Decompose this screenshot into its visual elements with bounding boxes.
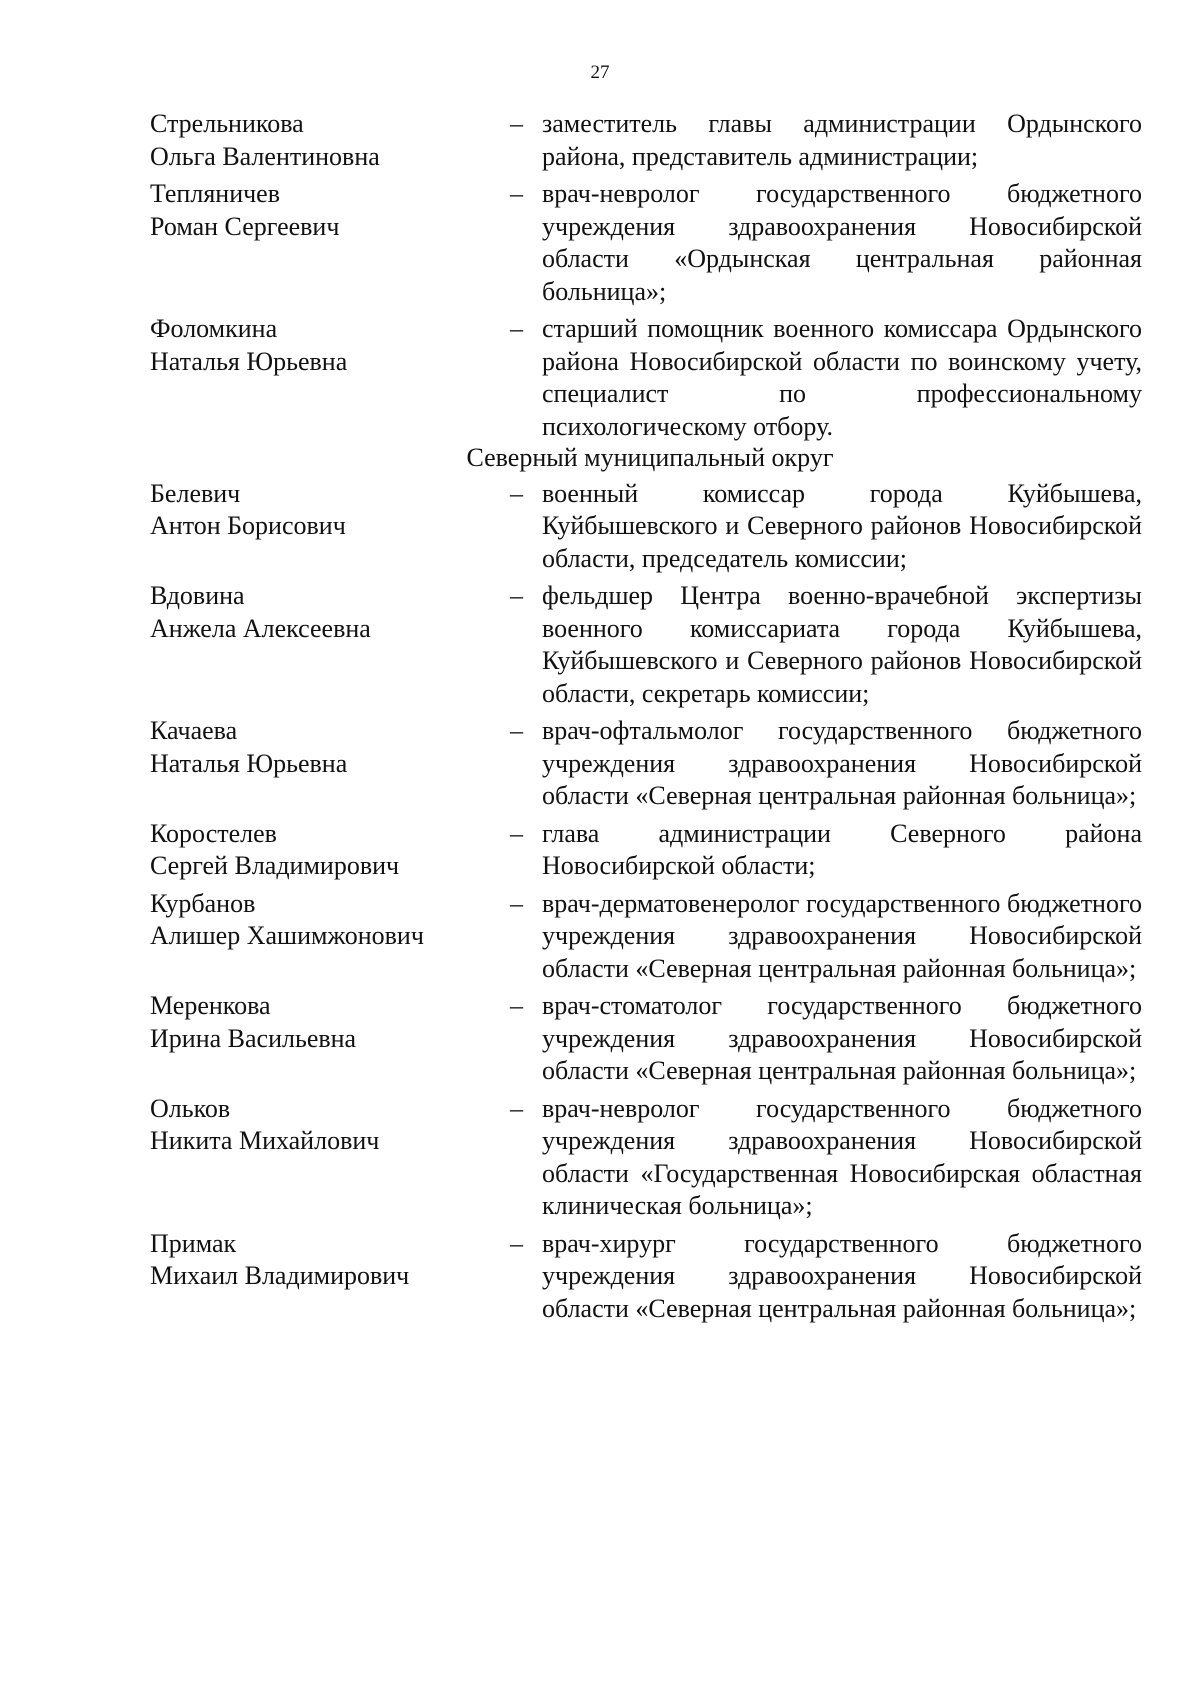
member-name [150,178,510,308]
member-surname: Стрельникова [150,109,304,138]
member-surname: Курбанов [150,888,256,918]
member-position: врач-дерматовенеролог государственного бюджетного учреждения здравоохранения Новосибирской области «Северная центральная районная больница»; [542,888,1142,983]
separator-dash: – [510,888,523,918]
member-given-name: Роман Сергеевич [150,211,340,241]
member-entry [150,580,1150,710]
separator-dash: – [510,109,523,138]
member-given-name: Никита Михайлович [150,1126,380,1155]
member-surname: Вдовина [150,581,245,610]
member-entry [150,178,1150,308]
member-position: фельдшер Центра военно-врачебной экспертизы военного комиссариата города Куйбышева, Куйбышевского и Северного районов Новосибирской области, секретарь комиссии; [542,581,1142,708]
member-surname: Коростелев [150,818,277,848]
member-surname: Фоломкина [150,314,278,343]
separator-dash: – [510,314,523,343]
member-given-name: Ирина Васильевна [150,1023,357,1053]
member-position: врач-стоматолог государственного бюджетного учреждения здравоохранения Новосибирской области «Северная центральная районная больница»; [542,991,1142,1085]
member-given-name: Сергей Владимирович [150,851,400,880]
member-entry [150,715,1150,813]
member-given-name: Алишер Хашимжонович [150,921,424,950]
member-position: врач-невролог государственного бюджетного учреждения здравоохранения Новосибирской области «Ордынская центральная районная больница»; [542,179,1142,306]
member-entry [150,1228,1150,1326]
separator-dash: – [510,991,523,1020]
member-given-name: Наталья Юрьевна [150,748,348,778]
separator-dash: – [510,179,523,208]
separator-dash: – [510,581,523,610]
member-entry [150,1093,1150,1223]
separator-dash: – [510,478,523,508]
member-name [150,108,510,173]
member-given-name: Михаил Владимирович [150,1261,410,1290]
member-name [150,715,510,813]
member-given-name: Антон Борисович [150,511,346,540]
member-given-name: Наталья Юрьевна [150,346,348,376]
member-surname: Ольков [150,1093,231,1123]
member-surname: Примак [150,1228,237,1258]
member-name [150,313,510,443]
member-name [150,478,510,576]
member-name [150,580,510,710]
member-given-name: Анжела Алексеевна [150,613,371,643]
member-position: врач-невролог государственного бюджетного учреждения здравоохранения Новосибирской области «Государственная Новосибирская областная клиническая больница»; [542,1093,1142,1220]
member-surname: Меренкова [150,991,271,1020]
member-name [150,1093,510,1223]
separator-dash: – [510,716,523,745]
member-given-name: Ольга Валентиновна [150,141,380,171]
section-heading: Северный муниципальный округ [466,443,834,472]
separator-dash: – [510,1093,523,1123]
member-surname: Качаева [150,716,238,745]
commission-members-list [150,108,1150,1330]
member-name [150,818,510,883]
member-name [150,888,510,986]
page-number: 27 [590,62,610,83]
separator-dash: – [510,818,523,848]
member-surname: Тепляничев [150,179,280,208]
member-name [150,990,510,1088]
member-entry [150,990,1150,1088]
member-entry [150,313,1150,443]
member-position: врач-офтальмолог государственного бюджетного учреждения здравоохранения Новосибирской области «Северная центральная районная больница»; [542,716,1142,810]
member-position: заместитель главы администрации Ордынского района, представитель администрации; [542,109,1142,171]
member-position: старший помощник военного комиссара Ордынского района Новосибирской области по воинскому учету, специалист по профессиональному психологическому отбору. [542,314,1142,441]
member-position: врач-хирург государственного бюджетного учреждения здравоохранения Новосибирской области «Северная центральная районная больница»; [542,1228,1142,1323]
separator-dash: – [510,1228,523,1258]
member-entry [150,108,1150,173]
member-surname: Белевич [150,478,241,508]
member-name [150,1228,510,1326]
member-position: глава администрации Северного района Новосибирской области; [542,818,1142,880]
member-position: военный комиссар города Куйбышева, Куйбышевского и Северного районов Новосибирской области, председатель комиссии; [542,478,1142,573]
member-entry [150,818,1150,883]
member-entry [150,478,1150,576]
member-entry [150,888,1150,986]
